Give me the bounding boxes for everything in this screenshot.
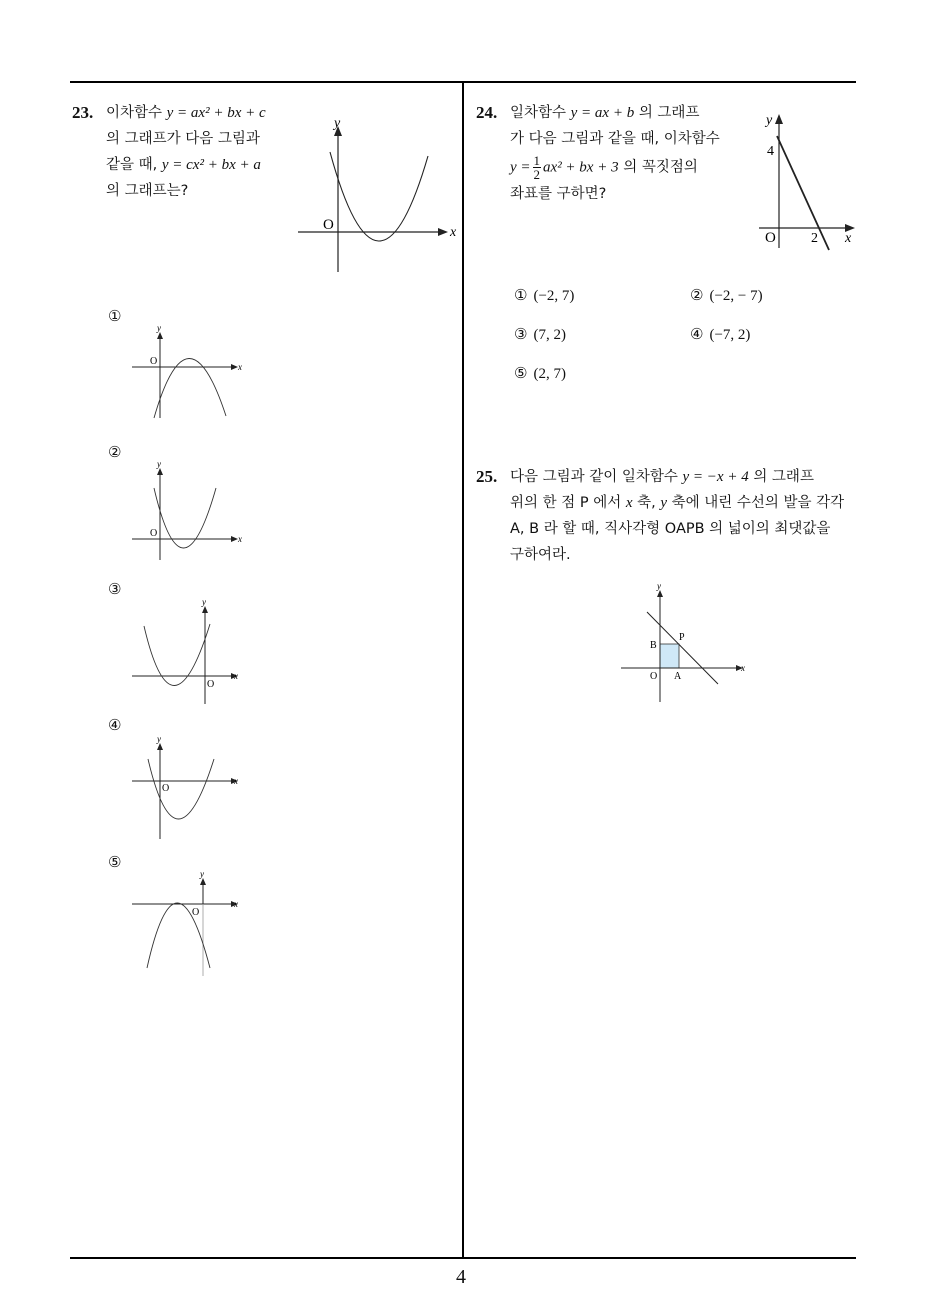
q23-text: [106, 100, 281, 204]
q23-c3-x: x: [234, 671, 238, 681]
q23-choice-4-graph[interactable]: [130, 733, 245, 843]
q23-line4: 의 그래프는?: [106, 183, 189, 199]
q25-line2b: x: [625, 495, 633, 511]
q24-choice-3-text: (7, 2): [533, 327, 566, 343]
q23-eq1: y = ax² + bx + c: [166, 105, 266, 121]
q23-c5-x: x: [234, 899, 238, 909]
q24-fraction: [533, 154, 542, 181]
q24-eq2-pre: y =: [510, 159, 531, 176]
q24-fig-origin: O: [765, 230, 776, 246]
q25-fig-y-label: y: [657, 581, 661, 591]
q25-line2d: y: [660, 495, 668, 511]
q25-fig-x-label: x: [741, 663, 745, 673]
q24-eq1: y = ax + b: [570, 105, 635, 121]
q25-line2a: 위의 한 점 P 에서: [510, 495, 622, 511]
q24-choice-4-text: (−7, 2): [709, 327, 751, 343]
q24-choice-2-mark: ②: [690, 286, 704, 304]
q25-line2e: 축에 내린 수선의 발을 각각: [671, 495, 845, 511]
q23-c3-origin: O: [207, 679, 215, 690]
q23-choice-3-mark[interactable]: ③: [108, 580, 122, 598]
q24-line4: 좌표를 구하면?: [510, 186, 607, 202]
q24-fig-y-label: y: [766, 113, 773, 128]
q24-choice-2[interactable]: [690, 286, 763, 305]
q24-choice-3[interactable]: [514, 325, 566, 344]
q23-choice-1-mark[interactable]: ①: [108, 307, 122, 325]
q24-line3b: 의 꼭짓점의: [623, 159, 698, 176]
q23-choice-2-graph[interactable]: [130, 458, 245, 563]
q23-c2-y: y: [157, 459, 161, 469]
q25-line1b: 의 그래프: [753, 469, 814, 485]
q25-fig-a-label: A: [674, 671, 682, 682]
q23-c4-origin: O: [162, 783, 170, 794]
q23-fig-origin: O: [323, 217, 334, 233]
q24-choice-1-mark: ①: [514, 286, 528, 304]
q24-choice-3-mark: ③: [514, 325, 528, 343]
q23-text-a: 이차함수: [106, 105, 163, 121]
q23-fig-x-label: x: [450, 225, 457, 240]
q25-fig-origin: O: [650, 671, 658, 682]
q23-c5-y: y: [200, 869, 204, 879]
q24-fig-x-label: x: [845, 231, 852, 246]
q25-number: 25.: [476, 467, 498, 486]
q23-line3a: 같을 때,: [106, 157, 158, 173]
q23-c3-y: y: [202, 597, 206, 607]
q24-choice-4-mark: ④: [690, 325, 704, 343]
q24-fig-x-intercept: 2: [811, 231, 818, 246]
q24-line2: 가 다음 그림과 같을 때, 이차함수: [510, 131, 720, 147]
q23-line2: 의 그래프가 다음 그림과: [106, 131, 260, 147]
q25-fig-b-label: B: [650, 640, 657, 651]
q23-c2-origin: O: [150, 528, 158, 539]
q24-choice-1[interactable]: [514, 286, 574, 305]
q25-figure: [615, 578, 755, 708]
q23-choice-4-mark[interactable]: ④: [108, 716, 122, 734]
q23-c4-x: x: [234, 776, 238, 786]
q25-line3: A, B 라 할 때, 직사각형 OAPB 의 넓이의 최댓값을: [510, 521, 831, 537]
q24-frac-den: 2: [533, 167, 541, 182]
q24-line1a: 일차함수: [510, 105, 567, 121]
q23-eq2: y = cx² + bx + a: [161, 157, 261, 173]
page-number: 4: [456, 1266, 466, 1288]
q24-choice-4[interactable]: [690, 325, 750, 344]
q24-text: [510, 100, 745, 207]
q23-choice-1-graph[interactable]: [130, 322, 245, 427]
q24-choice-1-text: (−2, 7): [533, 288, 575, 304]
q24-line1b: 의 그래프: [638, 105, 700, 121]
column-divider: [462, 81, 464, 1258]
q23-c4-y: y: [157, 734, 161, 744]
q23-choice-2-mark[interactable]: ②: [108, 443, 122, 461]
q23-c1-y: y: [157, 323, 161, 333]
q23-fig-y-label: y: [334, 116, 341, 131]
q24-frac-num: 1: [533, 153, 541, 168]
q23-c1-x: x: [238, 362, 242, 372]
q23-choice-5-mark[interactable]: ⑤: [108, 853, 122, 871]
q24-fig-y-intercept: 4: [767, 144, 774, 159]
q25-text: [510, 464, 860, 568]
q23-number: 23.: [72, 103, 94, 122]
q23-choice-3-graph[interactable]: [130, 596, 245, 708]
q24-choice-5[interactable]: [514, 364, 566, 383]
q24-choice-2-text: (−2, − 7): [709, 288, 763, 304]
q23-choice-5-graph[interactable]: [130, 868, 245, 978]
q24-choice-5-mark: ⑤: [514, 364, 528, 382]
q23-figure: [290, 110, 460, 280]
q25-line2c: 축,: [637, 495, 656, 511]
q25-eq: y = −x + 4: [682, 469, 749, 485]
q25-line1a: 다음 그림과 같이 일차함수: [510, 469, 678, 485]
q24-number: 24.: [476, 103, 498, 122]
q25-rectangle-oapb: [660, 644, 679, 668]
q23-c1-origin: O: [150, 356, 158, 367]
q24-figure: [755, 108, 865, 258]
q25-line4: 구하여라.: [510, 547, 571, 563]
q24-choice-5-text: (2, 7): [533, 366, 566, 382]
q23-c5-origin: O: [192, 907, 200, 918]
q23-c2-x: x: [238, 534, 242, 544]
q25-fig-p-label: P: [679, 632, 685, 643]
q24-eq2-post: ax² + bx + 3: [543, 159, 619, 176]
